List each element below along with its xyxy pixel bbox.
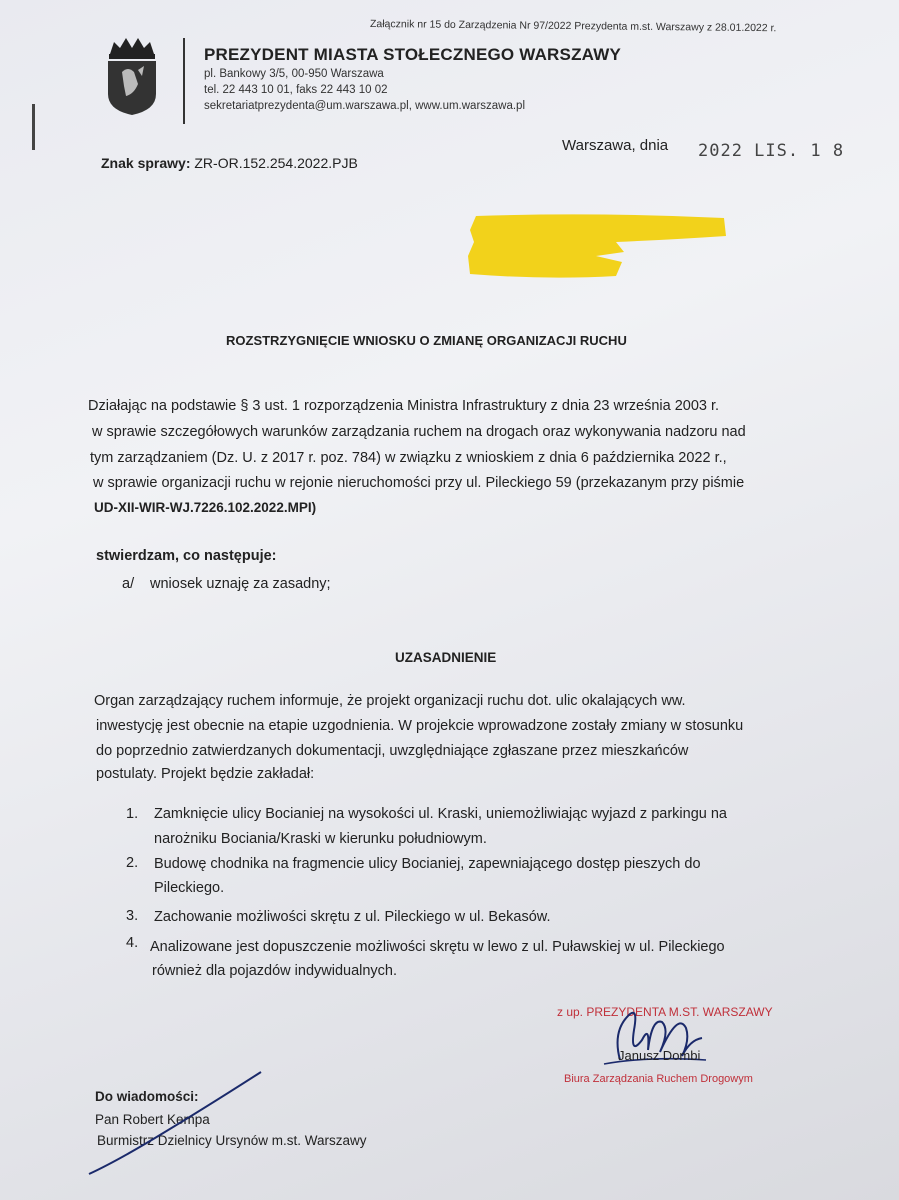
signatory-department: Biura Zarządzania Ruchem Drogowym <box>564 1073 753 1085</box>
redaction-mark <box>466 212 728 280</box>
header-divider <box>183 38 185 124</box>
intro-line: w sprawie organizacji ruchu w rejonie nieruchomości przy ul. Pileckiego 59 (przekazanym przy piśmie <box>93 475 745 491</box>
justification-line: postulaty. Projekt będzie zakładał: <box>96 766 315 782</box>
signature-stamp-line: z up. PREZYDENTA M.ST. WARSZAWY <box>557 1005 773 1019</box>
decision-marker: a/ <box>122 576 135 592</box>
cc-label: Do wiadomości: <box>95 1089 199 1104</box>
justification-line: Organ zarządzający ruchem informuje, że projekt organizacji ruchu dot. ulic okalających ww. <box>94 693 686 709</box>
list-number: 1. <box>126 806 139 822</box>
case-label: Znak sprawy: <box>101 155 191 171</box>
handwritten-strike <box>85 1068 265 1178</box>
decision-label: stwierdzam, co następuje: <box>96 548 277 564</box>
justification-line: inwestycję jest obecnie na etapie uzgodnienia. W projekcie wprowadzone zostały zmiany w stosunku <box>96 718 744 734</box>
list-item-line: Pileckiego. <box>154 880 225 896</box>
margin-mark <box>32 104 35 150</box>
org-contact: sekretariatprezydenta@um.warszawa.pl, www.um.warszawa.pl <box>204 100 526 112</box>
annex-note: Załącznik nr 15 do Zarządzenia Nr 97/2022 Prezydenta m.st. Warszawy z 28.01.2022 r. <box>369 18 777 35</box>
list-number: 3. <box>126 908 139 924</box>
document-title: ROZSTRZYGNIĘCIE WNIOSKU O ZMIANĘ ORGANIZACJI RUCHU <box>226 333 627 348</box>
case-reference <box>101 155 358 171</box>
intro-line: UD-XII-WIR-WJ.7226.102.2022.MPI) <box>94 500 317 515</box>
handwritten-signature <box>590 1000 720 1080</box>
intro-line: Działając na podstawie § 3 ust. 1 rozporządzenia Ministra Infrastruktury z dnia 23 września 2003 r. <box>88 398 720 414</box>
org-address: pl. Bankowy 3/5, 00-950 Warszawa <box>204 68 384 80</box>
cc-recipient: Pan Robert Kempa <box>95 1112 210 1127</box>
list-item-line: Analizowane jest dopuszczenie możliwości skrętu w lewo z ul. Puławskiej w ul. Pileckiego <box>150 939 725 955</box>
list-item-line: narożniku Bociania/Kraski w kierunku południowym. <box>154 831 487 847</box>
intro-line: w sprawie szczegółowych warunków zarządzania ruchem na drogach oraz wykonywania nadzoru nad <box>92 424 746 440</box>
warsaw-crest-icon <box>104 36 160 116</box>
justification-line: do poprzednio zatwierdzanych dokumentacji, uwzględniające zgłaszane przez mieszkańców <box>96 743 689 759</box>
signatory-name: Janusz Dombi <box>618 1048 701 1063</box>
date-stamp: 2022 LIS. 1 8 <box>698 141 845 161</box>
list-number: 4. <box>126 935 139 951</box>
org-phone: tel. 22 443 10 01, faks 22 443 10 02 <box>204 84 388 96</box>
org-name: PREZYDENT MIASTA STOŁECZNEGO WARSZAWY <box>204 45 621 64</box>
cc-recipient-title: Burmistrz Dzielnicy Ursynów m.st. Warszawy <box>97 1133 367 1148</box>
case-number: ZR-OR.152.254.2022.PJB <box>194 155 358 171</box>
list-item-line: Budowę chodnika na fragmencie ulicy Bocianiej, zapewniającego dostęp pieszych do <box>154 856 701 872</box>
intro-line: tym zarządzaniem (Dz. U. z 2017 r. poz. 784) w związku z wnioskiem z dnia 6 października 2022 r., <box>90 450 727 466</box>
list-item-line: również dla pojazdów indywidualnych. <box>152 963 398 979</box>
list-item-line: Zamknięcie ulicy Bocianiej na wysokości ul. Kraski, uniemożliwiając wyjazd z parkingu na <box>154 806 727 822</box>
list-item-line: Zachowanie możliwości skrętu z ul. Pileckiego w ul. Bekasów. <box>154 909 551 925</box>
list-number: 2. <box>126 855 139 871</box>
date-label: Warszawa, dnia <box>562 137 669 154</box>
justification-title: UZASADNIENIE <box>395 650 497 665</box>
decision-text: wniosek uznaję za zasadny; <box>150 576 331 592</box>
